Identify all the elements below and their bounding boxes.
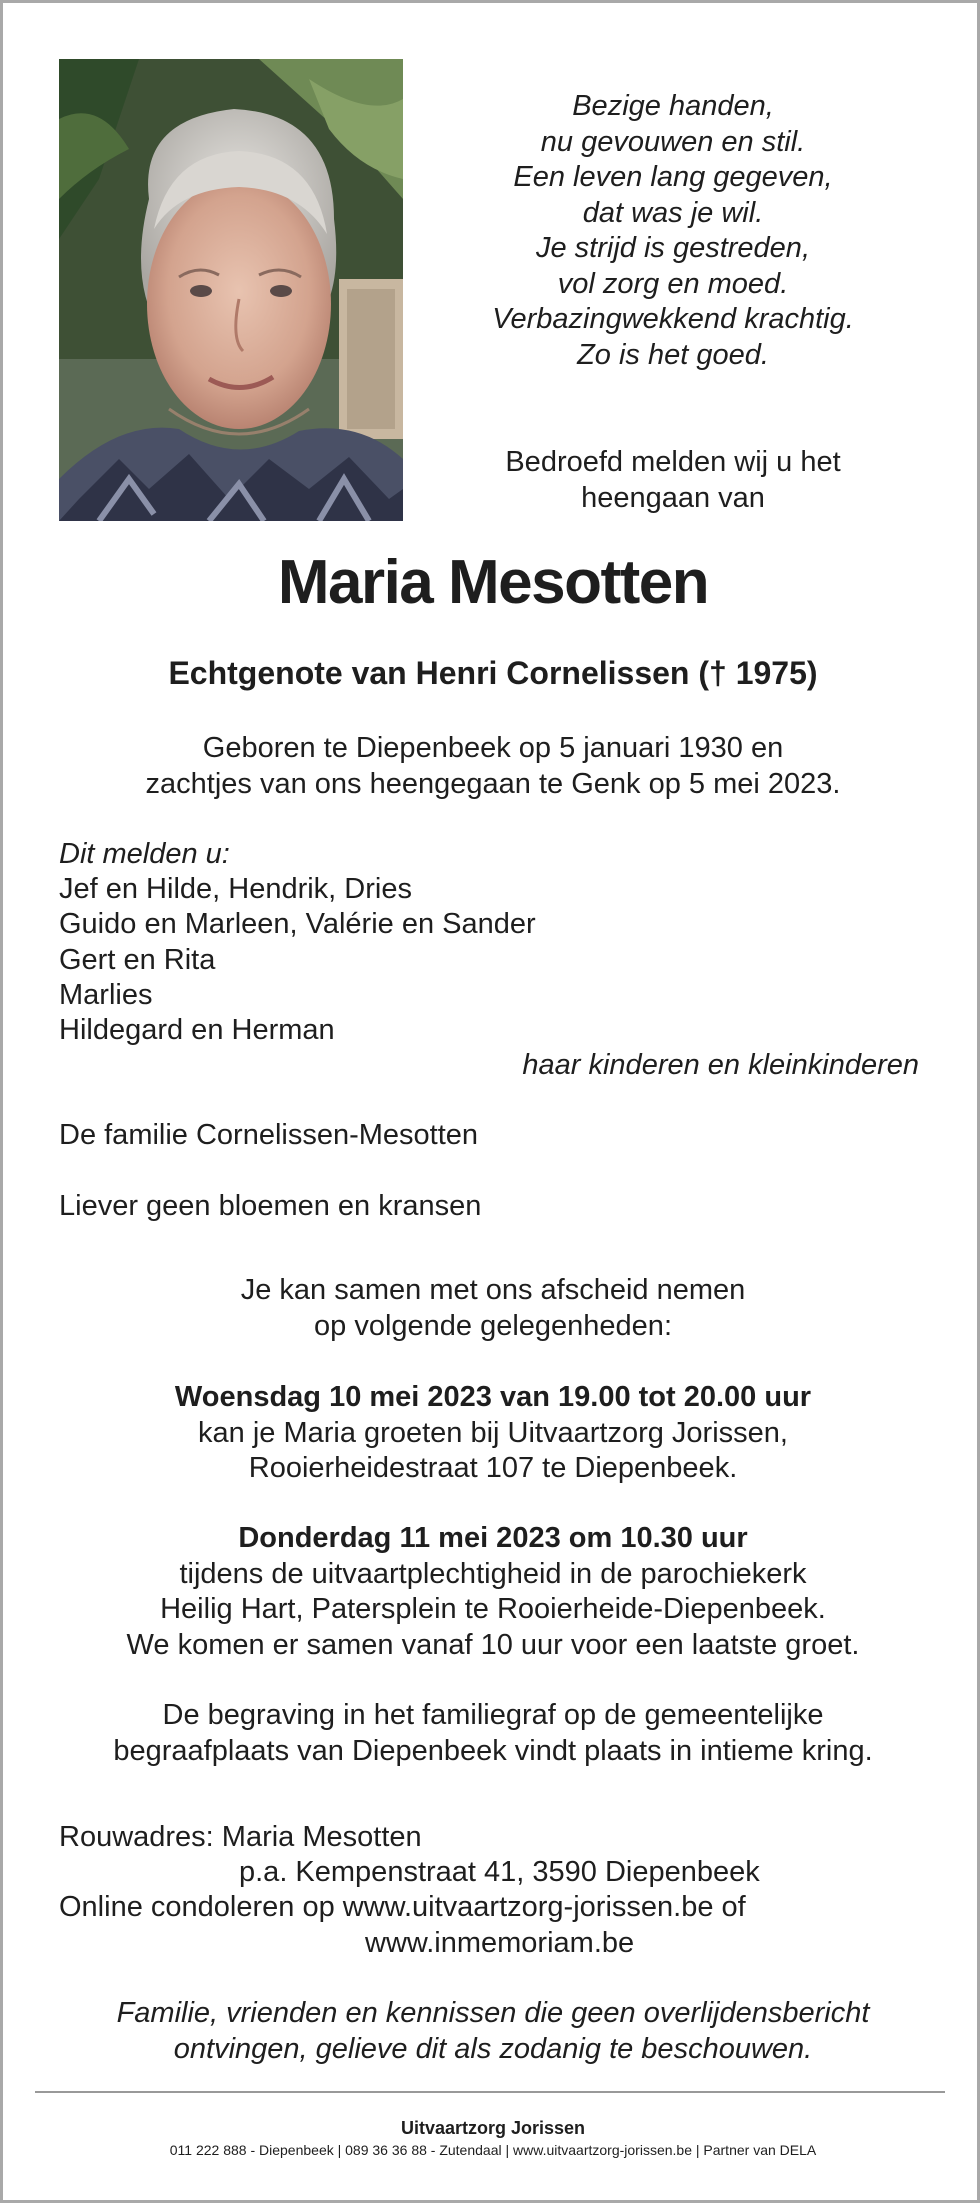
deceased-name: Maria Mesotten [277,548,709,617]
poem-line: Een leven lang gegeven, [513,161,833,193]
poem-line: dat was je wil. [582,196,764,229]
event-detail: We komen er samen vanaf 10 uur voor een laatste groet. [126,1628,860,1661]
flowers-note: Liever geen bloemen en kransen [59,1190,482,1222]
condolence-line: Online condoleren op www.uitvaartzorg-jorissen.be of [59,1891,746,1924]
burial-info [43,1698,943,1769]
poem-line: Verbazingwekkend krachtig. [492,303,854,335]
poem [433,89,913,373]
mourners-list [59,837,939,1048]
mourning-address [59,1820,939,1961]
footer-contact-info: 011 222 888 - Diepenbeek | 089 36 36 88 - Zutendaal | www.uitvaartzorg-jorissen.be | Partner van DELA [169,2142,817,2158]
farewell-intro [43,1273,943,1344]
event-detail: tijdens de uitvaartplechtigheid in de parochiekerk [179,1557,807,1590]
closing-note [43,1996,943,2067]
birth-line: Geboren te Diepenbeek op 5 januari 1930 en [202,732,784,764]
intro-line: Bedroefd melden wij u het [505,446,841,478]
poem-line: nu gevouwen en stil. [540,125,806,158]
closing-line: Familie, vrienden en kennissen die geen overlijdensbericht [116,1997,870,2029]
footer-divider [35,2091,945,2093]
event-detail: Rooierheidestraat 107 te Diepenbeek. [248,1452,738,1484]
mourners-heading: Dit melden u: [59,838,230,870]
mourner-name: Guido en Marleen, Valérie en Sander [59,908,536,941]
poem-line: vol zorg en moed. [557,267,789,300]
event-funeral [43,1521,943,1663]
mourner-name: Jef en Hilde, Hendrik, Dries [59,873,412,906]
burial-line: De begraving in het familiegraf op de gemeentelijke [162,1699,824,1731]
farewell-line: op volgende gelegenheden: [314,1309,672,1342]
intro-line: heengaan van [581,481,765,514]
portrait-photo [59,59,403,521]
event-when: Woensdag 10 mei 2023 van 19.00 tot 20.00 uur [174,1381,812,1413]
closing-line: ontvingen, gelieve dit als zodanig te beschouwen. [173,2032,813,2065]
event-detail: Heilig Hart, Patersplein te Rooierheide-Diepenbeek. [160,1593,826,1625]
mourner-name: Hildegard en Herman [59,1014,335,1047]
address-line: p.a. Kempenstraat 41, 3590 Diepenbeek [239,1856,760,1889]
announcement-intro [433,445,913,516]
event-when: Donderdag 11 mei 2023 om 10.30 uur [238,1522,748,1554]
spouse-line: Echtgenote van Henri Cornelissen († 1975) [168,655,818,691]
poem-line: Je strijd is gestreden, [535,232,810,264]
event-detail: kan je Maria groeten bij Uitvaartzorg Jorissen, [198,1416,788,1449]
poem-line: Bezige handen, [572,90,774,122]
footer-company: Uitvaartzorg Jorissen [400,2118,586,2138]
birth-death-info [43,731,943,802]
portrait-image [59,59,403,521]
burial-line: begraafplaats van Diepenbeek vindt plaats in intieme kring. [113,1734,873,1767]
condolence-website: www.inmemoriam.be [365,1926,635,1959]
mourner-name: Marlies [59,978,153,1011]
event-visitation [43,1380,943,1487]
address-line: Rouwadres: Maria Mesotten [59,1821,422,1853]
death-line: zachtjes van ons heengegaan te Genk op 5 mei 2023. [145,767,841,800]
farewell-line: Je kan samen met ons afscheid nemen [240,1274,746,1306]
family-line: De familie Cornelissen-Mesotten [59,1119,479,1151]
mourner-name: Gert en Rita [59,943,216,976]
poem-line: Zo is het goed. [577,338,769,371]
mourners-signature: haar kinderen en kleinkinderen [522,1049,919,1081]
